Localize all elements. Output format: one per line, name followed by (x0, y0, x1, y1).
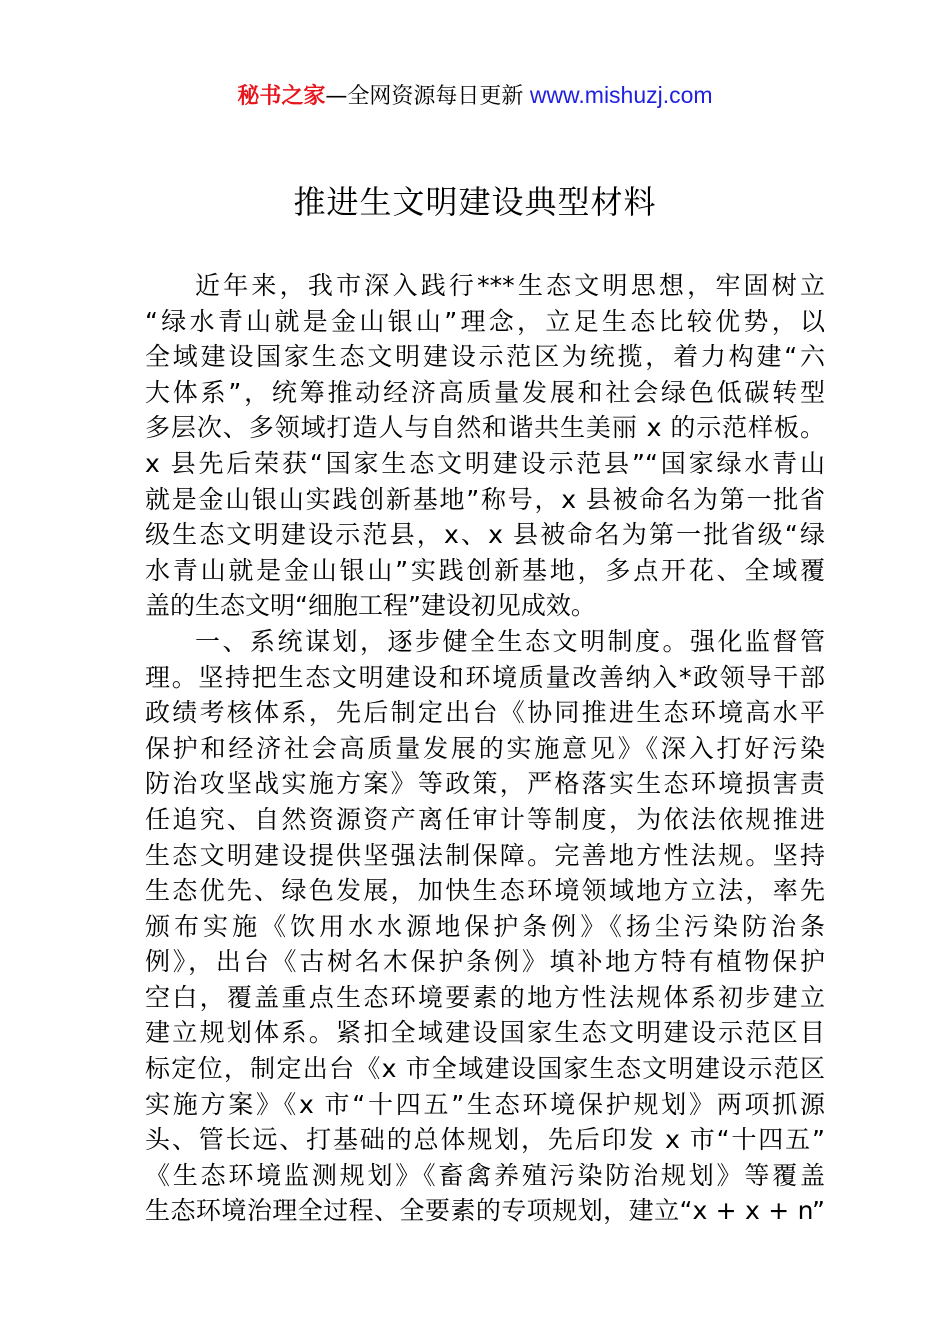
site-brand: 秘书之家 (237, 84, 326, 109)
text-line: 防治攻坚战实施方案》等政策，严格落实生态环境损害责 (145, 769, 825, 799)
text-line: 保护和经济社会高质量发展的实施意见》《深入打好污染 (145, 733, 825, 763)
text-line: 《生态环境监测规划》《畜禽养殖污染防治规划》等覆盖 (145, 1160, 825, 1190)
site-url-link[interactable]: www.mishuzj.com (523, 82, 713, 108)
text-line: 就是金山银山实践创新基地”称号，x 县被命名为第一批省 (145, 484, 825, 514)
text-line: 理。坚持把生态文明建设和环境质量改善纳入*政领导干部 (145, 662, 825, 692)
text-line: 盖的生态文明“细胞工程”建设初见成效。 (145, 591, 596, 621)
text-line: x 县先后荣获“国家生态文明建设示范县”“国家绿水青山 (145, 448, 825, 478)
text-line: 大体系”，统筹推动经济高质量发展和社会绿色低碳转型 (145, 377, 825, 407)
text-line: 生态文明建设提供坚强法制保障。完善地方性法规。坚持 (145, 840, 825, 870)
text-line: 颁布实施《饮用水水源地保护条例》《扬尘污染防治条 (145, 911, 825, 941)
text-line: 近年来，我市深入践行***生态文明思想，牢固树立 (195, 271, 825, 300)
text-line: 多层次、多领域打造人与自然和谐共生美丽 x 的示范样板。 (145, 413, 825, 443)
text-line: 政绩考核体系，先后制定出台《协同推进生态环境高水平 (145, 698, 825, 728)
text-line: 实施方案》《x 市“十四五”生态环境保护规划》两项抓源 (145, 1089, 825, 1119)
text-line: 头、管长远、打基础的总体规划，先后印发 x 市“十四五” (145, 1125, 825, 1155)
document-body (145, 268, 825, 1229)
text-line: 生态环境治理全过程、全要素的专项规划，建立“x + x + n” (145, 1196, 825, 1226)
text-line: 一、系统谋划，逐步健全生态文明制度。强化监督管 (195, 626, 825, 656)
site-header (0, 78, 950, 114)
text-line: 任追究、自然资源资产离任审计等制度，为依法依规推进 (145, 804, 825, 834)
document-title: 推进生文明建设典型材料 (293, 183, 657, 221)
text-line: “绿水青山就是金山银山”理念，立足生态比较优势，以 (145, 306, 825, 336)
text-line: 级生态文明建设示范县，x、x 县被命名为第一批省级“绿 (145, 520, 825, 550)
text-line: 建立规划体系。紧扣全域建设国家生态文明建设示范区目 (145, 1018, 825, 1048)
text-line: 例》，出台《古树名木保护条例》填补地方特有植物保护 (145, 947, 825, 977)
text-line: 全域建设国家生态文明建设示范区为统揽，着力构建“六 (145, 342, 825, 372)
site-slogan: —全网资源每日更新 (325, 84, 524, 109)
text-line: 空白，覆盖重点生态环境要素的地方性法规体系初步建立 (145, 982, 825, 1012)
text-line: 生态优先、绿色发展，加快生态环境领域地方立法，率先 (145, 876, 825, 906)
text-line: 水青山就是金山银山”实践创新基地，多点开花、全域覆 (145, 555, 825, 585)
text-line: 标定位，制定出台《x 市全域建设国家生态文明建设示范区 (145, 1054, 825, 1084)
